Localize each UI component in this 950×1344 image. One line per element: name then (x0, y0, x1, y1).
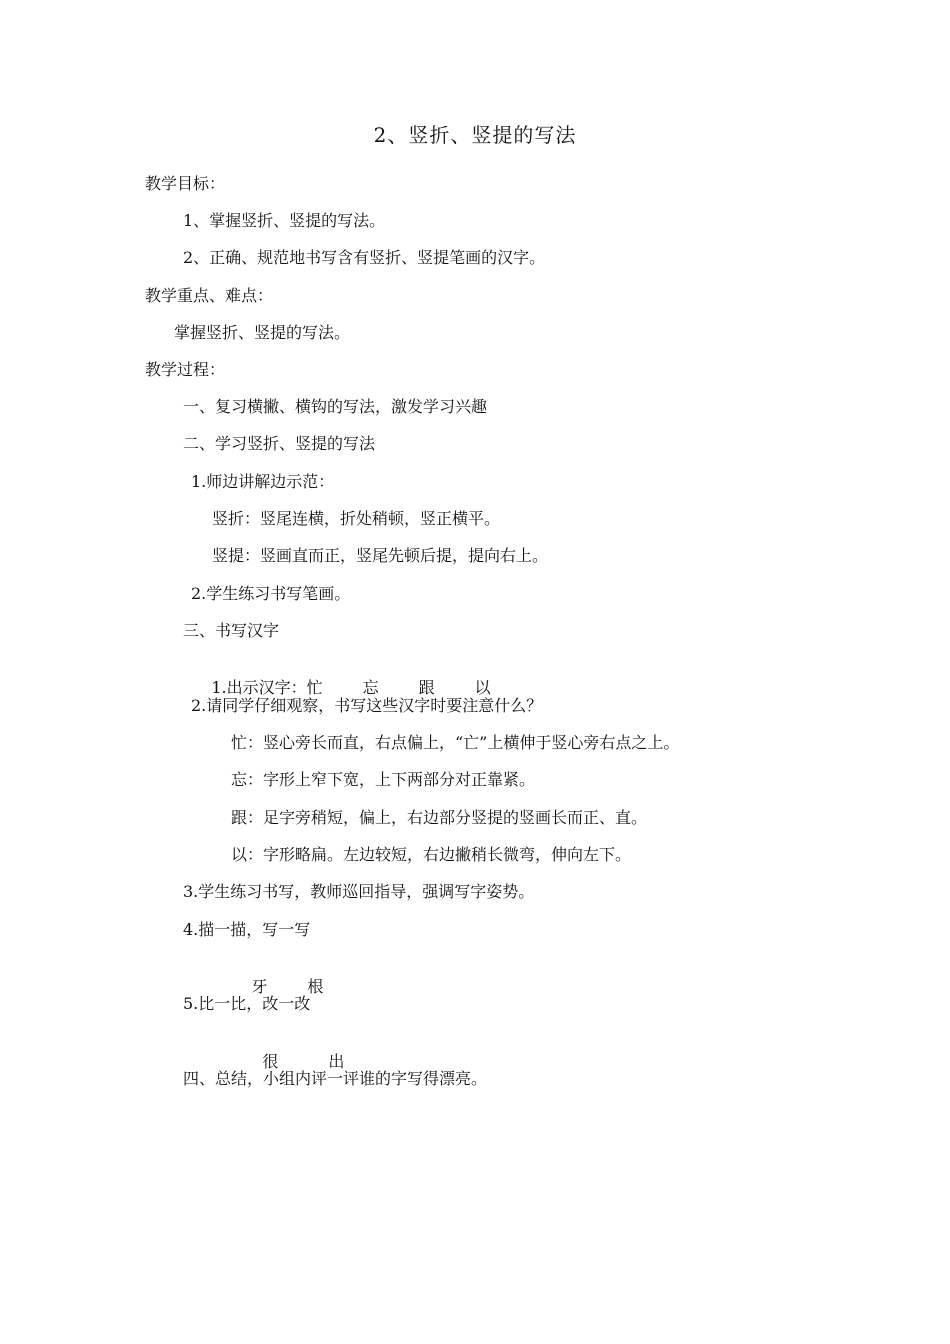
char-note-wang: 忘：字形上窄下宽，上下两部分对正靠紧。 (231, 770, 536, 789)
section-3-item-4: 4.描一描，写一写 (183, 920, 311, 939)
objective-item-2: 2、正确、规范地书写含有竖折、竖提笔画的汉字。 (183, 248, 546, 267)
display-char: 忙 (306, 678, 323, 697)
char-note-yi: 以：字形略扁。左边较短，右边撇稍长微弯，伸向左下。 (231, 845, 632, 864)
section-3-item-3: 3.学生练习书写，教师巡回指导，强调写字姿势。 (183, 882, 535, 901)
practice-char: 牙 (251, 977, 268, 996)
compare-char: 出 (328, 1052, 345, 1071)
key-points-heading: 教学重点、难点： (145, 286, 274, 305)
section-3: 三、书写汉字 (183, 621, 280, 640)
char-note-mang: 忙：竖心旁长而直，右点偏上，“亡”上横伸于竖心旁右点之上。 (231, 733, 680, 752)
stroke-shuti: 竖提：竖画直而正，竖尾先顿后提，提向右上。 (212, 546, 549, 565)
section-2-item-2: 2.学生练习书写笔画。 (191, 584, 351, 603)
char-note-gen: 跟：足字旁稍短，偏上，右边部分竖提的竖画长而正、直。 (231, 808, 648, 827)
practice-char: 根 (307, 977, 324, 996)
process-heading: 教学过程： (145, 360, 226, 379)
display-char: 跟 (418, 678, 435, 697)
section-3-item-5: 5.比一比，改一改 (183, 994, 311, 1013)
stroke-shuzhe: 竖折：竖尾连横，折处稍顿，竖正横平。 (212, 509, 501, 528)
section-1: 一、复习横撇、横钩的写法，激发学习兴趣 (183, 397, 488, 416)
display-char: 以 (474, 678, 491, 697)
display-char: 忘 (362, 678, 379, 697)
objectives-heading: 教学目标： (145, 174, 226, 193)
section-2: 二、学习竖折、竖提的写法 (183, 434, 376, 453)
item-label: 1.出示汉字： (211, 678, 307, 697)
page-title: 2、竖折、竖提的写法 (373, 123, 577, 147)
compare-char: 很 (262, 1052, 279, 1071)
objective-item-1: 1、掌握竖折、竖提的写法。 (183, 211, 386, 230)
section-3-item-2: 2.请同学仔细观察，书写这些汉字时要注意什么？ (191, 696, 543, 715)
section-4: 四、总结，小组内评一评谁的字写得漂亮。 (183, 1069, 488, 1088)
section-2-item-1: 1.师边讲解边示范： (191, 472, 335, 491)
key-points-text: 掌握竖折、竖提的写法。 (174, 323, 351, 342)
